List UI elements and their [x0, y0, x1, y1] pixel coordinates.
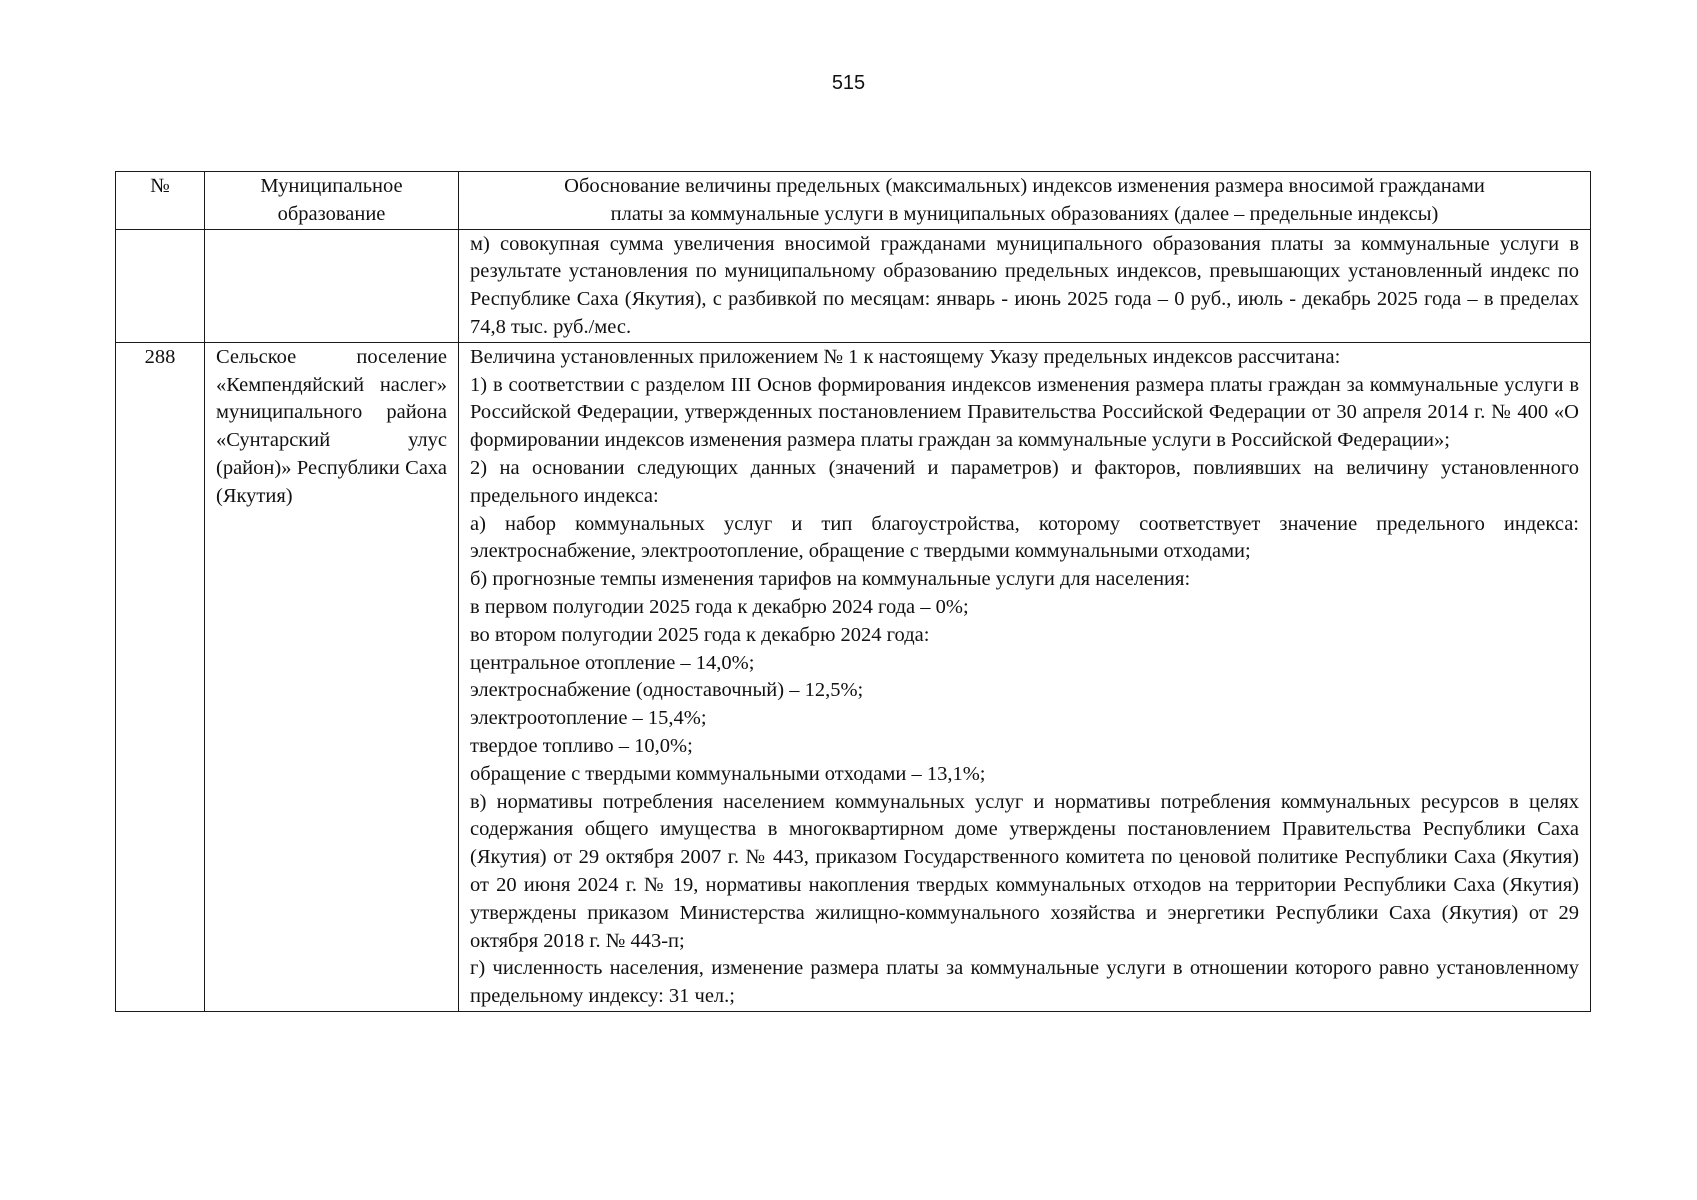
- row-number-cell: 288: [116, 342, 205, 1011]
- header-municipality-line2: образование: [277, 202, 386, 225]
- table-header-row: [116, 172, 1591, 230]
- justification-paragraph: электроснабжение (одноставочный) – 12,5%;: [470, 679, 864, 702]
- justification-paragraph: 1) в соответствии с разделом III Основ формирования индексов изменения размера платы граждан за коммунальные услуги в Российской Федерации, утвержденных постановлением Правительства Российской Федерации от 30 апреля 2014 г. № 400 «О формировании индексов изменения размера платы граждан за коммунальные услуги в Российской Федерации»;: [470, 373, 1579, 452]
- header-municipality: [205, 172, 459, 230]
- justification-cell: [459, 229, 1591, 342]
- justification-paragraph: электроотопление – 15,4%;: [470, 707, 707, 730]
- justification-paragraph: а) набор коммунальных услуг и тип благоустройства, которому соответствует значение предельного индекса: электроснабжение, электроотопление, обращение с твердыми коммунальными отходами;: [470, 512, 1579, 563]
- justification-paragraph: в) нормативы потребления населением коммунальных услуг и нормативы потребления коммунальных ресурсов в целях содержания общего имущества в многоквартирном доме утверждены постановлением Правительства Республики Саха (Якутия) от 29 октября 2007 г. № 443, приказом Государственного комитета по ценовой политике Республики Саха (Якутия) от 20 июня 2024 г. № 19, нормативы накопления твердых коммунальных отходов на территории Республики Саха (Якутия) утверждены приказом Министерства жилищно-коммунального хозяйства и энергетики Республики Саха (Якутия) от 29 октября 2018 г. № 443-п;: [470, 790, 1579, 952]
- header-municipality-line1: Муниципальное: [260, 175, 403, 197]
- page-number: 515: [831, 72, 866, 94]
- justification-paragraph: обращение с твердыми коммунальными отходами – 13,1%;: [470, 762, 986, 785]
- table-row: [116, 229, 1591, 342]
- justification-paragraph: 2) на основании следующих данных (значений и параметров) и факторов, повлиявших на величину установленного предельного индекса:: [470, 456, 1579, 507]
- justification-paragraph: в первом полугодии 2025 года к декабрю 2024 года – 0%;: [470, 595, 969, 618]
- header-justification-line2: платы за коммунальные услуги в муниципальных образованиях (далее – предельные индексы): [610, 202, 1439, 225]
- header-number: №: [116, 172, 205, 230]
- justification-paragraph: во втором полугодии 2025 года к декабрю 2024 года:: [470, 623, 930, 646]
- justification-paragraph: Величина установленных приложением № 1 к настоящему Указу предельных индексов рассчитана:: [470, 345, 1341, 368]
- row-number-cell: [116, 229, 205, 342]
- justification-paragraph: центральное отопление – 14,0%;: [470, 651, 755, 674]
- header-justification: [459, 172, 1591, 230]
- municipality-cell: Сельское поселение «Кемпендяйский наслег» муниципального района «Сунтарский улус (район)» Республики Саха (Якутия): [205, 342, 459, 1011]
- municipality-cell: [205, 229, 459, 342]
- justification-paragraph: б) прогнозные темпы изменения тарифов на коммунальные услуги для населения:: [470, 568, 1191, 591]
- justification-cell: [459, 342, 1591, 1011]
- index-justification-table: [115, 171, 1591, 1012]
- justification-paragraph: м) совокупная сумма увеличения вносимой гражданами муниципального образования платы за коммунальные услуги в результате установления по муниципальному образованию предельных индексов, превышающих установленный индекс по Республике Саха (Якутия), с разбивкой по месяцам: январь - июнь 2025 года – 0 руб., июль - декабрь 2025 года – в пределах 74,8 тыс. руб./мес.: [470, 232, 1579, 338]
- header-justification-line1: Обоснование величины предельных (максимальных) индексов изменения размера вносимой гражданами: [564, 175, 1485, 197]
- justification-paragraph: г) численность населения, изменение размера платы за коммунальные услуги в отношении которого равно установленному предельному индексу: 31 чел.;: [470, 957, 1579, 1008]
- table-row: [116, 342, 1591, 1011]
- justification-paragraph: твердое топливо – 10,0%;: [470, 734, 693, 757]
